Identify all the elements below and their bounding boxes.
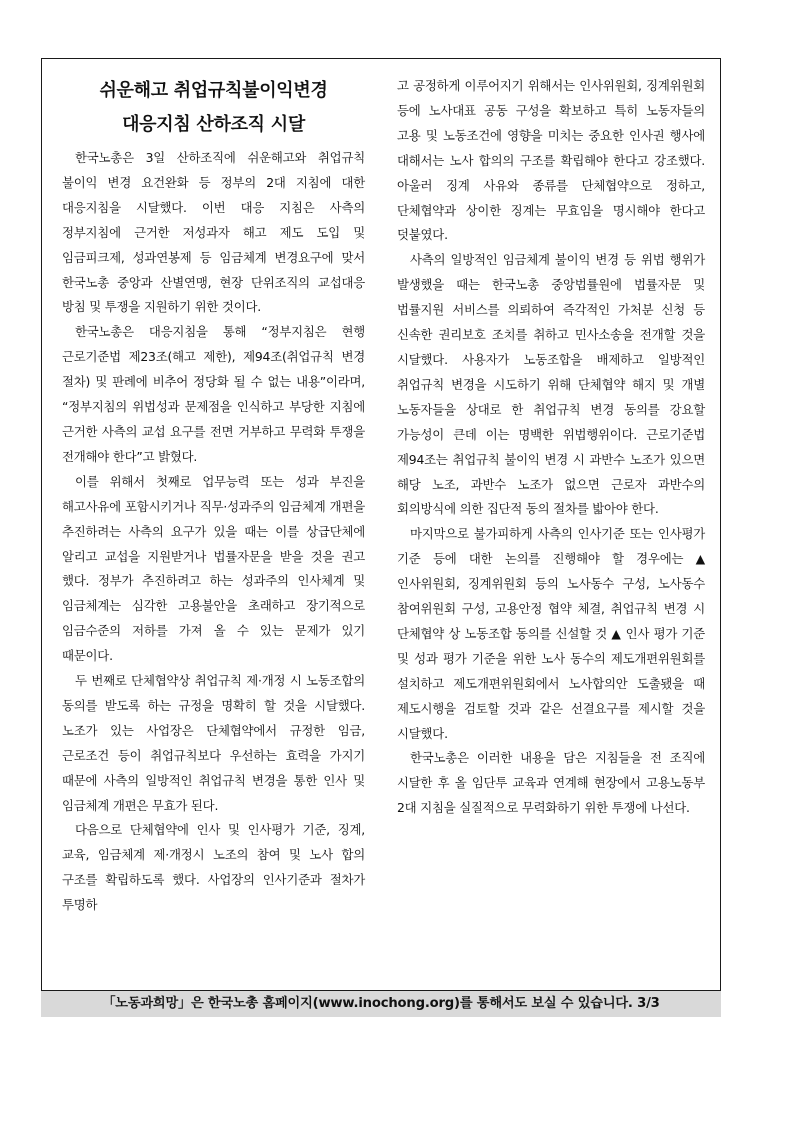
paragraph-legal-support: 사측의 일방적인 임금체계 불이익 변경 등 위법 행위가 발생했을 때는 한국노총 중앙법률원에 법률자문 및 법률지원 서비스를 의뢰하여 즉각적인 가처분 신청 등 신속한 권리보호 조치를 취하고 민사소송을 전개할 것을 시달했다. 사용자가 노동조합을 배제하고 일방적인 취업규칙 변경을 시도하기 위해 단체협약 해지 및 개별 노동자들을 상대로 한 취업규칙 변경 동의를 강요할 가능성이 큰데 이는 명백한 위법행위이다. 근로기준법 제94조는 취업규칙 불이익 변경 시 과반수 노조가 있으면 해당 노조, 과반수 노조가 없으면 근로자 과반수의 회의방식에 의한 집단적 동의 절차를 밟아야 한다. <box>397 252 705 517</box>
paragraph-second-measure: 두 번째로 단체협약상 취업규칙 제·개정 시 노동조합의 동의를 받도록 하는 규정을 명확히 할 것을 시달했다. 노조가 있는 사업장은 단체협약에서 규정한 임금, 근로조건 등이 취업규칙보다 우선하는 효력을 가지기 때문에 사측의 일방적인 취업규칙 변경을 통한 인사 및 임금체계 개편은 무효가 된다. <box>62 673 365 813</box>
left-column <box>62 74 365 918</box>
headline-line-2: 대응지침 산하조직 시달 <box>122 114 305 135</box>
right-column <box>397 74 705 821</box>
paragraph-intro: 한국노총은 3일 산하조직에 쉬운해고와 취업규칙 불이익 변경 요건완화 등 정부의 2대 지침에 대한 대응지침을 시달했다. 이번 대응 지침은 사측의 정부지침에 근거한 저성과자 해고 제도 도입 및 임금피크제, 성과연봉제 등 임금체계 변경요구에 맞서 한국노총 중앙과 산별연맹, 현장 단위조직의 교섭대응 방침 및 투쟁을 지원하기 위한 것이다. <box>62 150 365 315</box>
paragraph-final-measure: 마지막으로 불가피하게 사측의 인사기준 또는 인사평가 기준 등에 대한 논의를 진행해야 할 경우에는 ▲ 인사위원회, 징계위원회 등의 노사동수 구성, 노사동수 참여위원회 구성, 고용안정 협약 체결, 취업규칙 변경 시 단체협약 상 노동조합 동의를 신설할 것 ▲ 인사 평가 기준 및 성과 평가 기준을 위한 노사 동수의 제도개편위원회를 설치하고 제도개편위원회에서 노사합의안 도출됐을 때 제도시행을 검토할 것과 같은 선결요구를 제시할 것을 시달했다. <box>397 526 705 741</box>
article-headline <box>62 74 365 142</box>
paragraph-statement: 한국노총은 대응지침을 통해 “정부지침은 현행 근로기준법 제23조(해고 제한), 제94조(취업규칙 변경 절차) 및 판례에 비추어 정당화 될 수 없는 내용”이라며, “정부지침의 위법성과 문제점을 인식하고 부당한 지침에 근거한 사측의 교섭 요구를 전면 거부하고 무력화 투쟁을 전개해야 한다”고 밝혔다. <box>62 324 365 464</box>
paragraph-third-measure: 다음으로 단체협약에 인사 및 인사평가 기준, 징계, 교육, 임금체계 제·개정시 노조의 참여 및 노사 합의 구조를 확립하도록 했다. 사업장의 인사기준과 절차가 투명하 <box>62 822 365 913</box>
headline-line-1: 쉬운해고 취업규칙불이익변경 <box>99 80 328 101</box>
paragraph-first-measure: 이를 위해서 첫째로 업무능력 또는 성과 부진을 해고사유에 포함시키거나 직무·성과주의 임금체계 개편을 추진하려는 사측의 요구가 있을 때는 이를 상급단체에 알리고 교섭을 지원받거나 법률자문을 받을 것을 권고 했다. 정부가 추진하려고 하는 성과주의 인사체계 및 임금체계는 심각한 고용불안을 초래하고 장기적으로 임금수준의 저하를 가져 올 수 있는 문제가 있기 때문이다. <box>62 473 365 664</box>
paragraph-third-measure-continued: 고 공정하게 이루어지기 위해서는 인사위원회, 징계위원회 등에 노사대표 공동 구성을 확보하고 특히 노동자들의 고용 및 노동조건에 영향을 미치는 중요한 인사권 행사에 대해서는 노사 합의의 구조를 확립해야 한다고 강조했다. 아울러 징계 사유와 종류를 단체협약으로 정하고, 단체협약과 상이한 징계는 무효임을 명시해야 한다고 덧붙였다. <box>397 78 705 243</box>
page-footer: 「노동과희망」은 한국노총 홈페이지(www.inochong.org)를 통해서도 보실 수 있습니다. 3/3 <box>41 990 721 1017</box>
paragraph-conclusion: 한국노총은 이러한 내용을 담은 지침들을 전 조직에 시달한 후 올 임단투 교육과 연계해 현장에서 고용노동부 2대 지침을 실질적으로 무력화하기 위한 투쟁에 나선다. <box>397 750 705 816</box>
